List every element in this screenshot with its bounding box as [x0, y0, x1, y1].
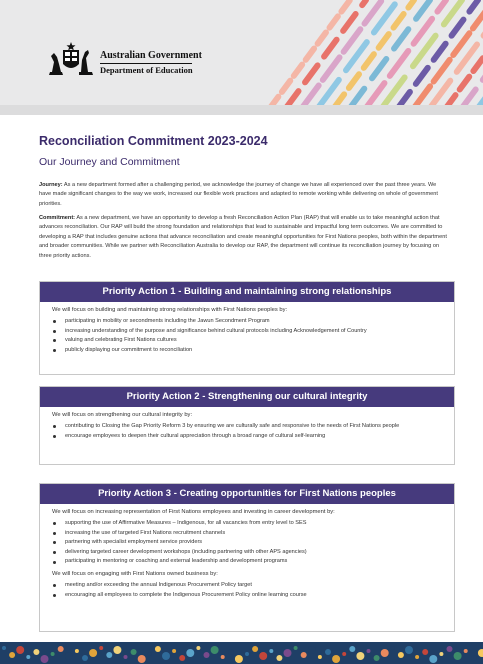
government-logo — [48, 42, 202, 82]
list-item-text: increasing understanding of the purpose and significance behind cultural protocols including Acknowledgement of Country — [65, 327, 367, 334]
list-item — [52, 327, 442, 337]
org-name-line2: Department of Education — [100, 65, 193, 75]
bullet-icon — [53, 584, 56, 587]
header-base-band — [0, 105, 483, 115]
footer-dot — [415, 655, 419, 659]
list-item — [52, 557, 442, 567]
footer-dot — [16, 646, 24, 654]
footer-dot — [325, 649, 331, 655]
footer-dot — [405, 646, 413, 654]
footer-dot — [65, 652, 73, 660]
priority-action-3-panel — [39, 483, 455, 632]
list-item-text: participating in mobility or secondments including the Jawun Secondment Program — [65, 318, 270, 324]
bullet-icon — [53, 532, 56, 535]
footer-dot — [245, 652, 249, 656]
priority-action-1-intro: We will focus on building and maintaining strong relationships with First Nations peoples by: — [52, 307, 288, 313]
journey-text: As a new department formed after a challenging period, we acknowledge the journey of change we have all experienced over the past three years. We have made significant changes to the way we work, increased our flexible work practices and adapted to remote working while delivering on whole of government priorities. — [39, 182, 438, 207]
footer-dot — [294, 646, 298, 650]
stripe-line — [318, 0, 398, 108]
priority-action-2-heading: Priority Action 2 - Strengthening our cultural integrity — [40, 387, 454, 407]
footer-artwork — [0, 642, 483, 664]
priority-action-2-body — [40, 407, 454, 448]
stripe-line — [270, 0, 350, 108]
stripe-line — [302, 0, 382, 108]
bullet-icon — [53, 330, 56, 333]
footer-dot — [186, 649, 194, 657]
footer-dot — [276, 655, 282, 661]
bullet-icon — [53, 541, 56, 544]
footer-dot — [439, 652, 443, 656]
list-item — [52, 538, 442, 548]
footer-dot — [349, 646, 355, 652]
footer-dot — [155, 646, 161, 652]
footer-dot — [235, 655, 243, 663]
priority-action-2-intro: We will focus on strengthening our cultural integrity by: — [52, 412, 193, 418]
footer-dot — [269, 649, 273, 653]
priority-action-1-panel — [39, 281, 455, 375]
priority-action-2-panel — [39, 386, 455, 465]
footer-dot — [422, 649, 428, 655]
list-item — [52, 548, 442, 558]
org-divider — [100, 63, 192, 64]
list-item-text: delivering targeted career development workshops (including partnering with other APS agencies) — [65, 548, 307, 555]
list-item-text: encouraging all employees to complete the Indigenous Procurement Policy online learning course — [65, 591, 307, 598]
stripe-line — [350, 0, 430, 108]
footer-dot — [33, 649, 39, 655]
bullet-icon — [53, 349, 56, 352]
footer-dot — [454, 652, 462, 660]
list-item — [52, 581, 442, 591]
footer-dot — [82, 655, 88, 661]
priority-action-1-body — [40, 302, 454, 362]
coat-of-arms-icon — [48, 42, 94, 78]
footer-dot — [318, 655, 322, 659]
bullet-icon — [53, 551, 56, 554]
stripe-line — [334, 0, 414, 108]
footer-dot — [252, 646, 258, 652]
priority-action-1-heading: Priority Action 1 - Building and maintaining strong relationships — [40, 282, 454, 302]
list-item — [52, 591, 442, 601]
list-item-text: participating in mentoring or coaching and external leadership and development programs — [65, 558, 288, 565]
footer-dot — [179, 655, 185, 661]
bullet-icon — [53, 320, 56, 323]
bullet-icon — [53, 522, 56, 525]
list-item — [52, 432, 442, 442]
footer-dot — [204, 652, 210, 658]
priority-action-3-list-2 — [52, 581, 442, 600]
stripe-line — [366, 0, 446, 108]
list-item-text: contributing to Closing the Gap Priority Reform 3 by ensuring we are culturally safe and responsive to the needs of First Nations people — [65, 423, 400, 429]
footer-dot — [211, 646, 219, 654]
footer-dot — [356, 652, 364, 660]
page-title: Reconciliation Commitment 2023-2024 — [39, 134, 268, 148]
list-item — [52, 529, 442, 539]
footer-dot — [58, 646, 64, 652]
list-item-text: encourage employees to deepen their cultural appreciation through a broad range of cultural self-learning — [65, 432, 326, 439]
commitment-text: As a new department, we have an opportunity to develop a fresh Reconciliation Action Plan (RAP) that will enable us to take meaningful action that advances reconciliation. Our RAP will build the strong foundation and relationships that lead to sustainable and impactful long term outcomes. We are committed to developing a RAP that includes genuine actions that advance reconciliation and create meaningful opportunities for First Nations peoples, both within the department and broader communities. While we partner with Reconciliation Australia to develop our RAP, the department will continue its reconciliation journey by focusing on three priority actions. — [39, 215, 447, 259]
footer-dot — [471, 655, 477, 661]
priority-action-3-body — [40, 504, 454, 607]
journey-paragraph — [39, 181, 449, 209]
priority-action-2-list — [52, 422, 442, 441]
footer-dot — [464, 649, 468, 653]
footer-dot — [138, 655, 146, 663]
footer-dot — [51, 652, 55, 656]
journey-label: Journey: — [39, 182, 63, 188]
footer-dot — [228, 649, 234, 655]
list-item — [52, 317, 442, 327]
footer-dot — [148, 652, 152, 656]
footer-dot — [342, 652, 346, 656]
footer-dot — [301, 652, 307, 658]
stripe-line — [382, 0, 462, 108]
list-item — [52, 346, 442, 356]
footer-dot — [124, 655, 128, 659]
priority-action-3-heading: Priority Action 3 - Creating opportunities for First Nations peoples — [40, 484, 454, 504]
footer-dot — [162, 652, 170, 660]
footer-dot — [99, 646, 103, 650]
list-item-text: valuing and celebrating First Nations cultures — [65, 337, 177, 344]
commitment-label: Commitment: — [39, 215, 76, 221]
footer-dot — [447, 646, 453, 652]
footer-dot — [332, 655, 340, 663]
stripe-line — [286, 0, 366, 108]
footer-dot — [106, 652, 112, 658]
footer-dot — [41, 655, 49, 663]
priority-action-3-list — [52, 519, 442, 567]
footer-dot — [259, 652, 267, 660]
list-item-text: supporting the use of Affirmative Measures – Indigenous, for all vacancies from entry level to SES — [65, 520, 307, 526]
page-subtitle: Our Journey and Commitment — [39, 156, 180, 168]
priority-action-3-intro: We will focus on increasing representation of First Nations employees and investing in career development by: — [52, 509, 335, 515]
footer-dot — [221, 655, 225, 659]
bullet-icon — [53, 435, 56, 438]
footer-dot — [75, 649, 79, 653]
footer-dot — [89, 649, 97, 657]
bullet-icon — [53, 339, 56, 342]
priority-action-3-intro-2: We will focus on engaging with First Nations owned business by: — [52, 570, 218, 577]
footer-dot — [196, 646, 200, 650]
footer-dot — [26, 655, 30, 659]
footer-dot — [381, 649, 389, 657]
header-banner — [0, 0, 483, 115]
stripe-line — [398, 0, 478, 108]
list-item — [52, 422, 442, 432]
footer-dot — [131, 649, 137, 655]
footer-dot — [172, 649, 176, 653]
footer-dot — [391, 646, 395, 650]
footer-dot — [367, 649, 371, 653]
footer-dot — [429, 655, 437, 663]
footer-dot — [374, 655, 380, 661]
footer-dot — [2, 646, 6, 650]
list-item-text: increasing the use of targeted First Nations recruitment channels — [65, 529, 226, 536]
list-item-text: meeting and/or exceeding the annual Indigenous Procurement Policy target — [65, 581, 252, 588]
commitment-paragraph — [39, 214, 449, 261]
footer-dot — [308, 646, 316, 654]
bullet-icon — [53, 594, 56, 597]
footer-dot — [113, 646, 121, 654]
list-item — [52, 519, 442, 529]
footer-dot — [9, 652, 15, 658]
bullet-icon — [53, 425, 56, 428]
list-item-text: partnering with specialist employment service providers — [65, 539, 203, 546]
bullet-icon — [53, 561, 56, 564]
list-item-text: publicly displaying our commitment to reconciliation — [65, 346, 193, 353]
footer-dot — [284, 649, 292, 657]
org-name-line1: Australian Government — [100, 50, 202, 61]
footer-dot — [398, 652, 404, 658]
list-item — [52, 336, 442, 346]
priority-action-1-list — [52, 317, 442, 355]
